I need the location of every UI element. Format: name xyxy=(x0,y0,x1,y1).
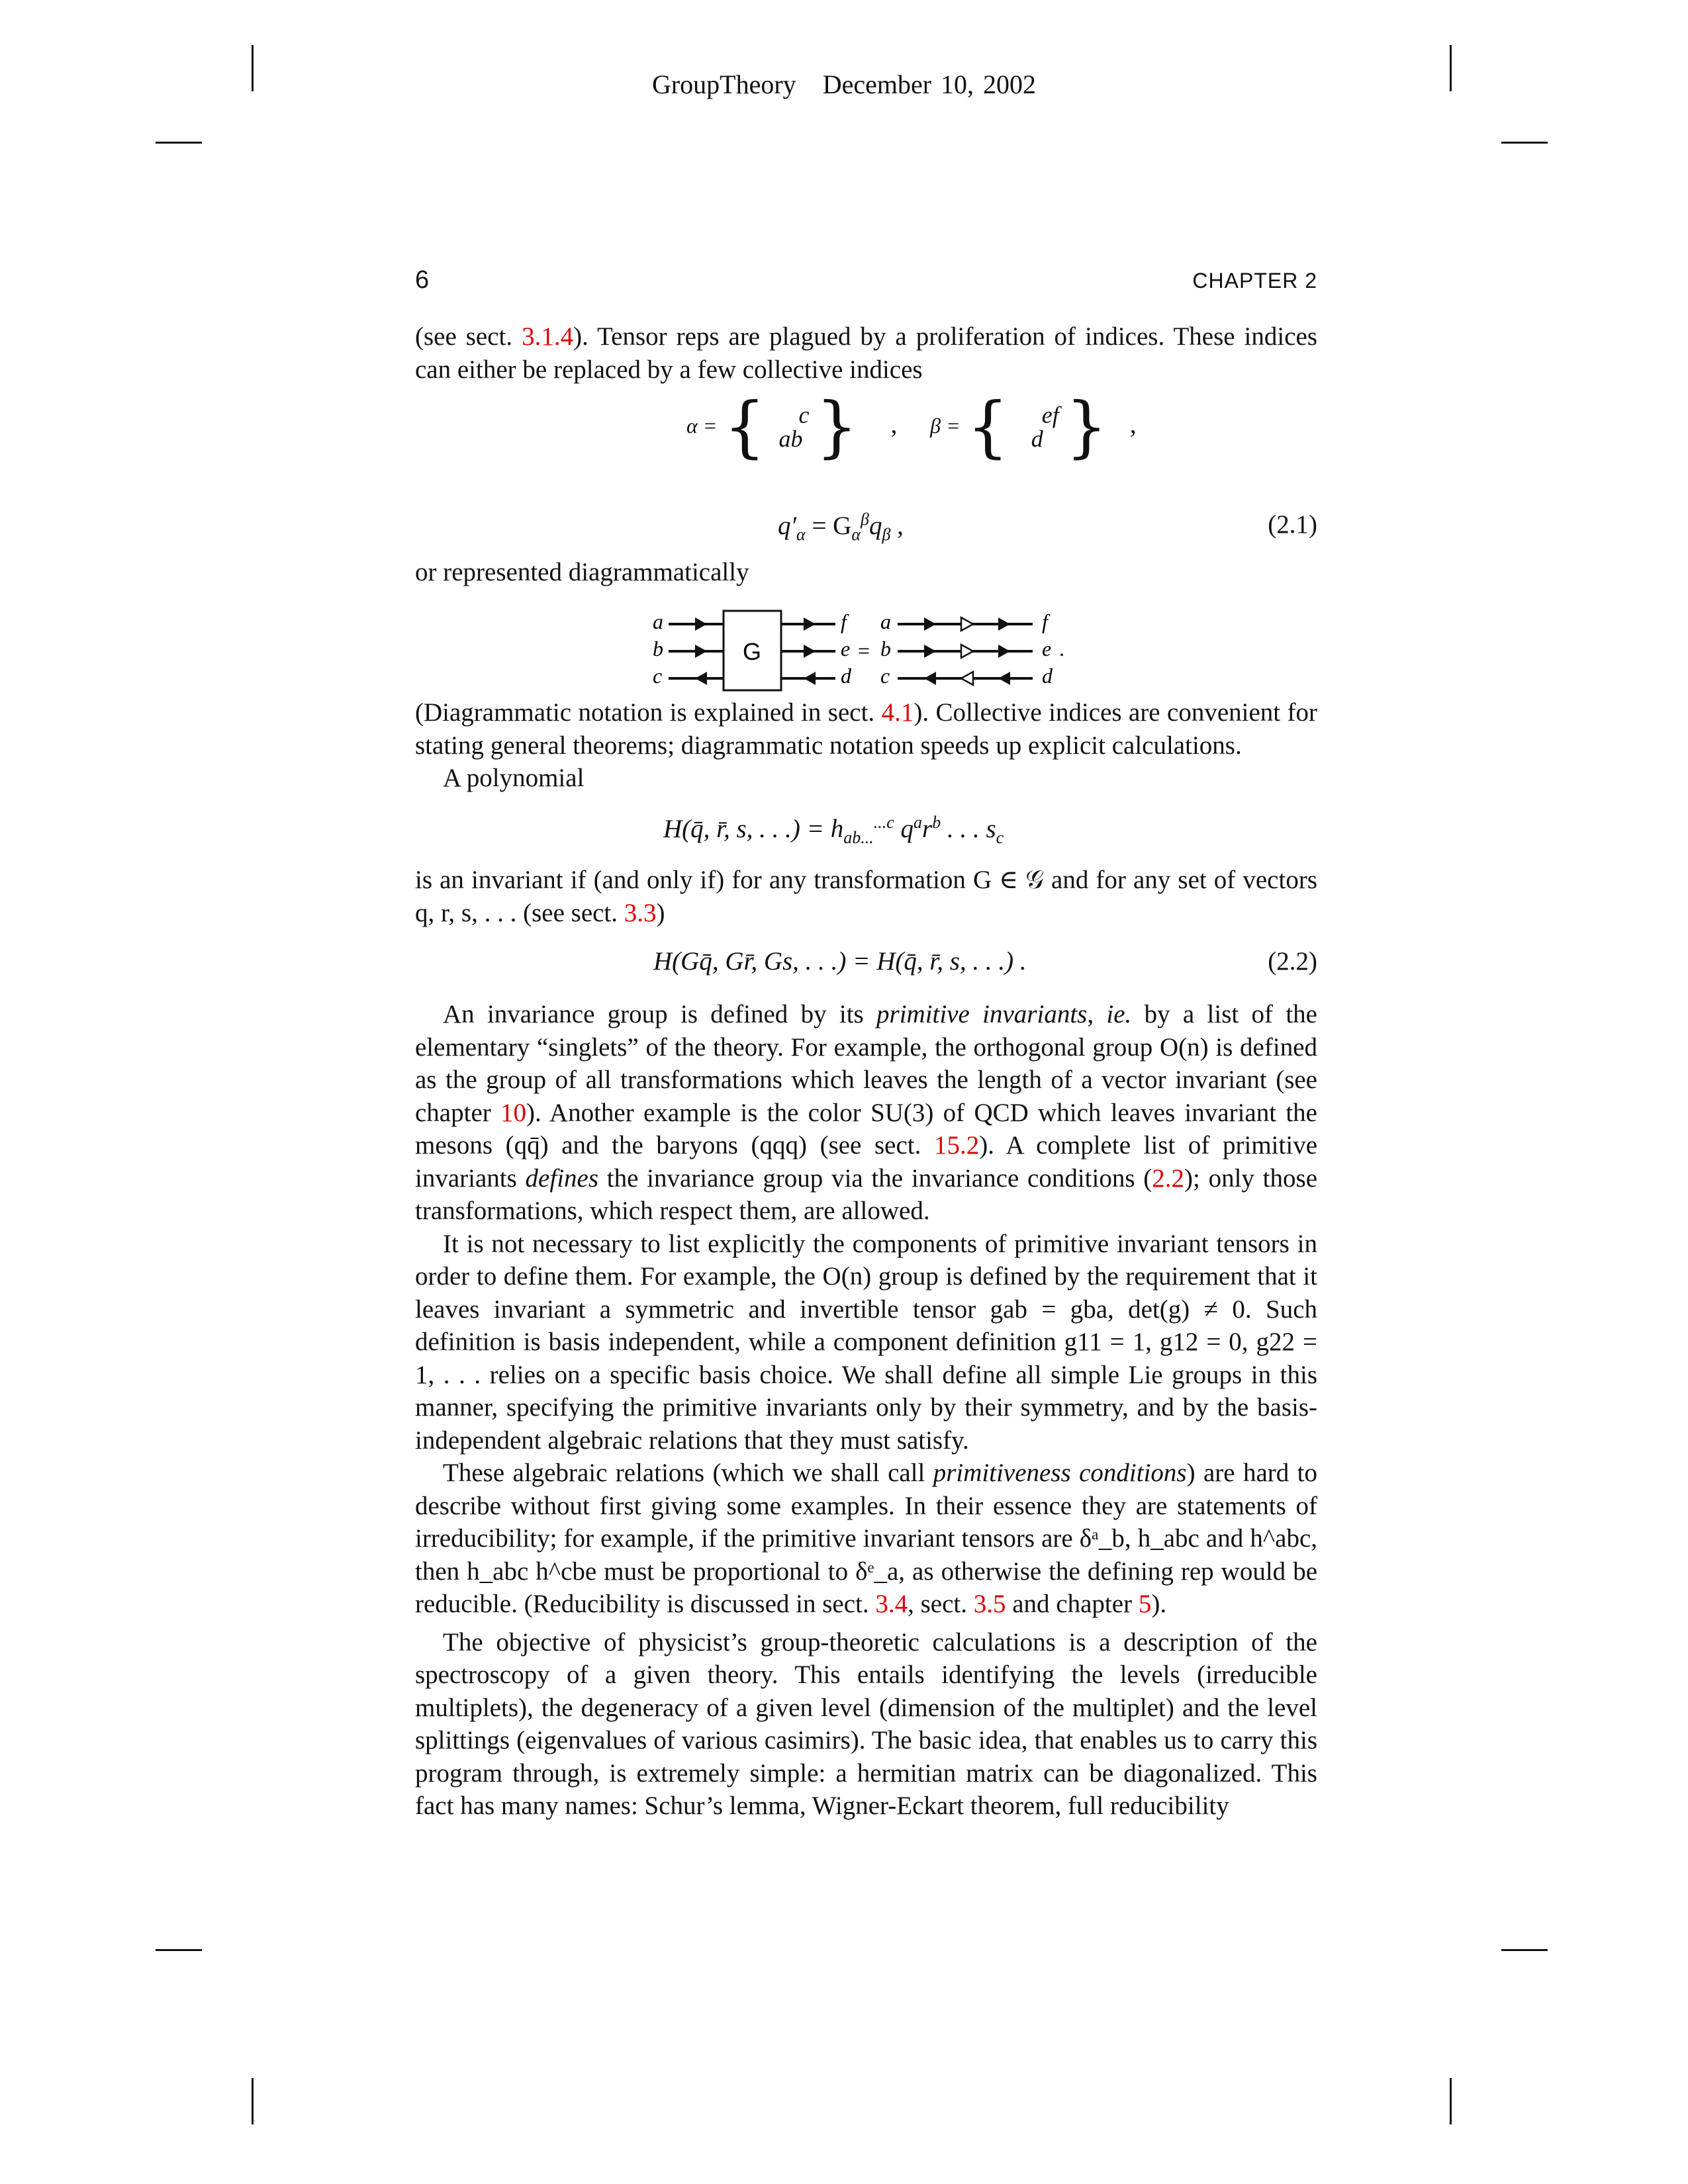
diagram2-label-a: a xyxy=(880,610,891,633)
chapter-label: CHAPTER 2 xyxy=(1192,269,1317,293)
poly-r: r xyxy=(922,815,933,843)
poly-q: q xyxy=(894,815,914,843)
p7-a: These algebraic relations (which we shall call xyxy=(443,1459,933,1487)
beta-symbol: β = xyxy=(930,413,961,437)
p7-c: , sect. xyxy=(908,1590,974,1618)
paragraph-8: The objective of physicist’s group-theoretic calculations is a description of the spectroscopy of a given theory. This entails identifying the levels (irreducible multiplets), the degeneracy of a given level (dimension of the multiplet) and the level splittings (eigenvalues of various casimirs). The basic idea, that enables us to carry this program through, is extremely simple: a hermitian matrix can be diagonalized. This fact has many names: Schur’s lemma, Wigner-Eckart theorem, full reducibility xyxy=(415,1627,1317,1820)
paragraph-4 xyxy=(415,864,1317,929)
poly-sup-b: b xyxy=(932,813,941,832)
equation-polynomial xyxy=(415,813,1317,852)
beta-upper: ef xyxy=(1041,402,1059,428)
poly-sub-c: c xyxy=(996,827,1004,847)
p5-e: ). A complete list of primitive invariants xyxy=(415,1131,1317,1193)
eq1-lhs-sub: α xyxy=(796,524,806,544)
ref-link-3-4[interactable]: 3.4 xyxy=(875,1590,908,1618)
p5-em-defines: defines xyxy=(525,1163,599,1193)
arrow2-open-b xyxy=(961,645,973,658)
p5-a: An invariance group is defined by its xyxy=(443,1000,877,1028)
paragraph-2 xyxy=(415,696,1317,795)
p5-b: , xyxy=(1087,1000,1107,1028)
poly-sup-a: a xyxy=(914,813,923,832)
arrow-left-f xyxy=(804,617,816,631)
diagram-label-d: d xyxy=(841,664,851,688)
body-text xyxy=(415,998,1317,1823)
p1-text-a: (see sect. xyxy=(415,322,522,351)
p5-em-primitive-invariants: primitive invariants xyxy=(876,1000,1088,1028)
diagram-intro xyxy=(415,556,1317,589)
paragraph-7 xyxy=(415,1457,1317,1621)
arrow2-e xyxy=(998,645,1010,658)
ref-link-3-1-4[interactable]: 3.1.4 xyxy=(522,322,574,351)
p5-f: the invariance group via the invariance conditions ( xyxy=(598,1163,1152,1193)
p5-g: ); only those transformations, which respect them, are allowed. xyxy=(415,1163,1318,1225)
arrow2-b xyxy=(924,645,936,658)
equation-collective-indices: α = { c ab } , β = { ef d } , xyxy=(686,388,1137,465)
poly-lhs: H(q̄, r̄, s, . . .) = h xyxy=(663,815,844,843)
beta-stack xyxy=(1015,403,1059,451)
beta-lower: d xyxy=(1031,426,1043,452)
arrow2-a xyxy=(924,617,936,631)
eq1-q-sub: β xyxy=(882,524,891,544)
p2-text-a: (Diagrammatic notation is explained in sect. xyxy=(415,698,882,727)
running-header xyxy=(0,69,1688,100)
page-number: 6 xyxy=(415,266,430,294)
p4-text-a: is an invariant if (and only if) for any transformation G ∈ 𝒢 and for any set of vectors q, r, s, . . . (see sect. xyxy=(415,866,1317,927)
ref-link-chapter-5[interactable]: 5 xyxy=(1138,1590,1152,1618)
paragraph-3: A polynomial xyxy=(443,764,585,792)
eq2-body: H(Gq̄, Gr̄, Gs, . . .) = H(q̄, r̄, s, . . .) . xyxy=(653,947,1027,976)
crop-mark-bottom-right xyxy=(1450,2078,1452,2124)
group-box-label: G xyxy=(743,638,762,665)
arrow2-d xyxy=(998,672,1010,685)
p5-c: by a list of the elementary “singlets” of the theory. For example, the orthogonal group O(n) is defined as the group of all transformations which leaves the length of a vector invariant (see chapter xyxy=(415,1000,1317,1127)
p5-d: ). Another example is the color SU(3) of QCD which leaves invariant the mesons (qq̄) and the baryons (qqq) (see sect. xyxy=(415,1098,1317,1160)
header-date: December 10, 2002 xyxy=(822,69,1037,99)
alpha-upper: c xyxy=(798,402,810,428)
p4-text-b: ) xyxy=(656,898,665,927)
eq1-rhs-sup: β xyxy=(861,510,869,529)
diagram2-label-f: f xyxy=(1042,610,1048,633)
p1-text-b: ). Tensor reps are plagued by a proliferation of indices. These indices can either be replaced by a few collective indices xyxy=(415,322,1318,384)
diagram-label-f: f xyxy=(841,610,847,633)
p7-em-primitiveness-conditions: primitiveness conditions xyxy=(933,1459,1187,1487)
left-brace-2: { xyxy=(966,388,1009,465)
crop-mark-top-right-h xyxy=(1501,142,1548,144)
left-brace: { xyxy=(724,388,766,465)
diagram2-label-c: c xyxy=(880,664,890,688)
eq1-rhs-sub: α xyxy=(851,524,861,544)
crop-mark-bottom-right-h xyxy=(1501,1949,1548,1951)
ref-link-15-2[interactable]: 15.2 xyxy=(933,1131,980,1160)
arrow2-f xyxy=(998,617,1010,631)
poly-s: . . . s xyxy=(941,815,996,843)
arrow-left-e xyxy=(804,645,816,658)
arrow-left-a xyxy=(695,617,707,631)
alpha-lower: ab xyxy=(778,426,803,452)
arrow-right-d xyxy=(804,672,816,685)
book-title: GroupTheory xyxy=(651,69,796,99)
p7-e: ). xyxy=(1151,1590,1167,1618)
diagram-period: . xyxy=(1059,637,1064,660)
equation-number-2-1: (2.1) xyxy=(1268,510,1317,539)
p7-b: ) are hard to describe without first giving some examples. In their essence they are statements of irreducibility; for example, if the primitive invariant tensors are δᵃ_b, h_abc and h^abc, then h_abc h^cbe must be proportional to δᵉ_a, as otherwise the defining rep would be reducible. (Reducibility is discussed in sect. xyxy=(415,1459,1318,1618)
ref-link-chapter-10[interactable]: 10 xyxy=(500,1098,527,1127)
crop-mark-bottom-left-h xyxy=(156,1949,202,1951)
diagram2-label-d: d xyxy=(1042,664,1053,688)
right-brace-2: } xyxy=(1065,388,1108,465)
arrow2-open-a xyxy=(961,617,973,631)
eq1-rhs: = G xyxy=(805,512,852,540)
ref-link-3-5[interactable]: 3.5 xyxy=(973,1590,1006,1618)
diagram2-label-e: e xyxy=(1042,637,1052,660)
paragraph-5 xyxy=(415,998,1317,1228)
alpha-symbol: α = xyxy=(686,413,718,437)
right-brace: } xyxy=(816,388,858,465)
alpha-stack xyxy=(773,403,810,451)
diagram-label-a: a xyxy=(653,610,663,633)
arrow2-open-c xyxy=(961,672,973,685)
tensor-diagram xyxy=(0,608,1688,694)
diagram-intro-text: or represented diagrammatically xyxy=(415,558,749,586)
ref-link-eq-2-2[interactable]: 2.2 xyxy=(1152,1163,1185,1193)
eq1-lhs: q′ xyxy=(778,512,797,540)
paragraph-6: It is not necessary to list explicitly the components of primitive invariant tensors in order to define them. For example, the O(n) group is defined by the requirement that it leaves invariant a symmetric and invertible tensor gab = gba, det(g) ≠ 0. Such definition is basis independent, while a component definition g11 = 1, g12 = 0, g22 = 1, . . . relies on a specific basis choice. We shall define all simple Lie groups in this manner, specifying the primitive invariants only by their symmetry, and by the basis-independent algebraic relations that they must satisfy. xyxy=(415,1229,1317,1455)
ref-link-4-1[interactable]: 4.1 xyxy=(881,698,914,727)
p7-d: and chapter xyxy=(1006,1590,1139,1618)
diagram2-label-b: b xyxy=(880,637,891,660)
diagram-equals: = xyxy=(858,639,870,662)
equation-2-1 xyxy=(415,510,1317,549)
crop-mark-top-left-h xyxy=(156,142,202,144)
crop-mark-bottom-left xyxy=(252,2078,254,2124)
diagram-label-b: b xyxy=(653,637,663,660)
equation-2-2 xyxy=(415,946,1317,986)
p2-text-b: ). Collective indices are convenient for stating general theorems; diagrammatic notation speeds up explicit calculations. xyxy=(415,698,1317,760)
eq1-tail: , xyxy=(890,512,904,540)
arrow-right-c xyxy=(695,672,707,685)
ref-link-3-3[interactable]: 3.3 xyxy=(624,898,657,927)
paragraph-1 xyxy=(415,320,1317,386)
poly-sup: ...c xyxy=(873,813,894,832)
equation-number-2-2: (2.2) xyxy=(1268,947,1317,976)
eq1-q: q xyxy=(868,512,882,540)
arrow-left-b xyxy=(695,645,707,658)
p5-em-ie: ie. xyxy=(1106,1000,1132,1028)
diagram-label-e: e xyxy=(841,637,851,660)
poly-sub: ab... xyxy=(843,827,874,847)
arrow2-c xyxy=(924,672,936,685)
diagram-label-c: c xyxy=(653,664,663,688)
